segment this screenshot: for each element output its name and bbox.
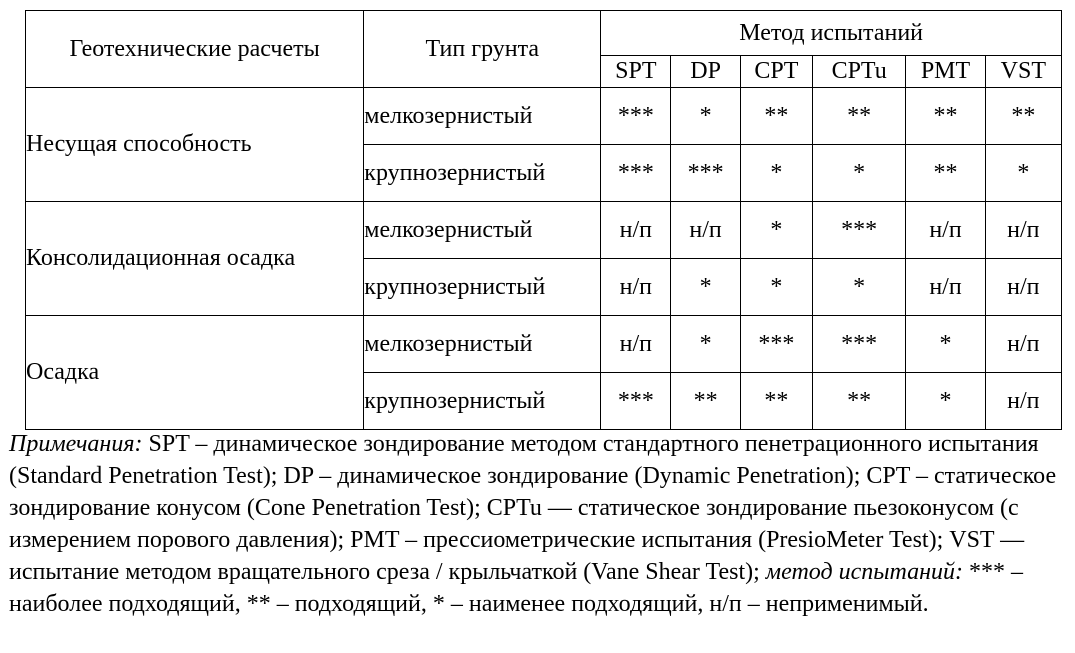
header-method-pmt: PMT — [906, 56, 985, 88]
header-calc: Геотехнические расчеты — [26, 11, 364, 88]
rating-cell: н/п — [985, 202, 1061, 259]
rating-cell: * — [740, 202, 812, 259]
notes-method-lead: метод испытаний: — [765, 559, 964, 585]
rating-cell: *** — [601, 88, 671, 145]
rating-cell: * — [671, 259, 740, 316]
rating-cell: *** — [601, 145, 671, 202]
rating-cell: * — [906, 373, 985, 430]
rating-cell: * — [906, 316, 985, 373]
rating-cell: * — [740, 145, 812, 202]
rating-cell: ** — [906, 88, 985, 145]
rating-cell: * — [813, 145, 906, 202]
rating-cell: н/п — [601, 202, 671, 259]
rating-cell: н/п — [906, 202, 985, 259]
soil-label: мелкозернистый — [364, 316, 601, 373]
rating-cell: *** — [671, 145, 740, 202]
table-row — [26, 316, 1062, 373]
rating-cell: ** — [813, 373, 906, 430]
rating-cell: н/п — [985, 316, 1061, 373]
header-method-vst: VST — [985, 56, 1061, 88]
soil-label: крупнозернистый — [364, 259, 601, 316]
header-method-spt: SPT — [601, 56, 671, 88]
rating-cell: ** — [906, 145, 985, 202]
rating-cell: ** — [740, 88, 812, 145]
rating-cell: *** — [813, 316, 906, 373]
calc-label: Осадка — [26, 316, 364, 430]
rating-cell: * — [740, 259, 812, 316]
calc-label: Несущая способность — [26, 88, 364, 202]
rating-cell: ** — [813, 88, 906, 145]
rating-cell: ** — [671, 373, 740, 430]
rating-cell: н/п — [601, 259, 671, 316]
header-soil: Тип грунта — [364, 11, 601, 88]
rating-cell: *** — [601, 373, 671, 430]
header-method-cpt: CPT — [740, 56, 812, 88]
header-method-group: Метод испытаний — [601, 11, 1062, 56]
rating-cell: * — [671, 88, 740, 145]
notes-text-2: *** – наиболее подходящий, ** – подходящий, * – наименее подходящий, н/п – неприменимый. — [9, 559, 1024, 617]
rating-cell: *** — [813, 202, 906, 259]
header-row-1 — [26, 11, 1062, 56]
rating-cell: * — [813, 259, 906, 316]
soil-label: крупнозернистый — [364, 373, 601, 430]
rating-cell: *** — [740, 316, 812, 373]
rating-cell: н/п — [601, 316, 671, 373]
table-row — [26, 88, 1062, 145]
soil-label: крупнозернистый — [364, 145, 601, 202]
header-method-cptu: CPTu — [813, 56, 906, 88]
rating-cell: н/п — [985, 373, 1061, 430]
rating-cell: н/п — [906, 259, 985, 316]
notes-text-1: SPT – динамическое зондирование методом стандартного пенетрационного испытания (Standard Penetration Test); DP – динамическое зондирование (Dynamic Penetration); CPT – статическое зондирование конусом (Cone Penetration Test); CPTu — статическое зондирование пьезоконусом (с измерением порового давления); PMT – прессиометрические испытания (PresioMeter Test); VST — испытание методом вращательного среза / крыльчаткой (Vane Shear Test); — [9, 431, 1057, 585]
rating-cell: * — [671, 316, 740, 373]
rating-cell: н/п — [671, 202, 740, 259]
rating-cell: ** — [985, 88, 1061, 145]
notes-lead: Примечания: — [9, 431, 143, 457]
test-methods-table — [25, 10, 1062, 430]
rating-cell: * — [985, 145, 1061, 202]
soil-label: мелкозернистый — [364, 202, 601, 259]
rating-cell: ** — [740, 373, 812, 430]
rating-cell: н/п — [985, 259, 1061, 316]
header-method-dp: DP — [671, 56, 740, 88]
calc-label: Консолидационная осадка — [26, 202, 364, 316]
table-notes — [9, 428, 1071, 620]
soil-label: мелкозернистый — [364, 88, 601, 145]
table-row — [26, 202, 1062, 259]
